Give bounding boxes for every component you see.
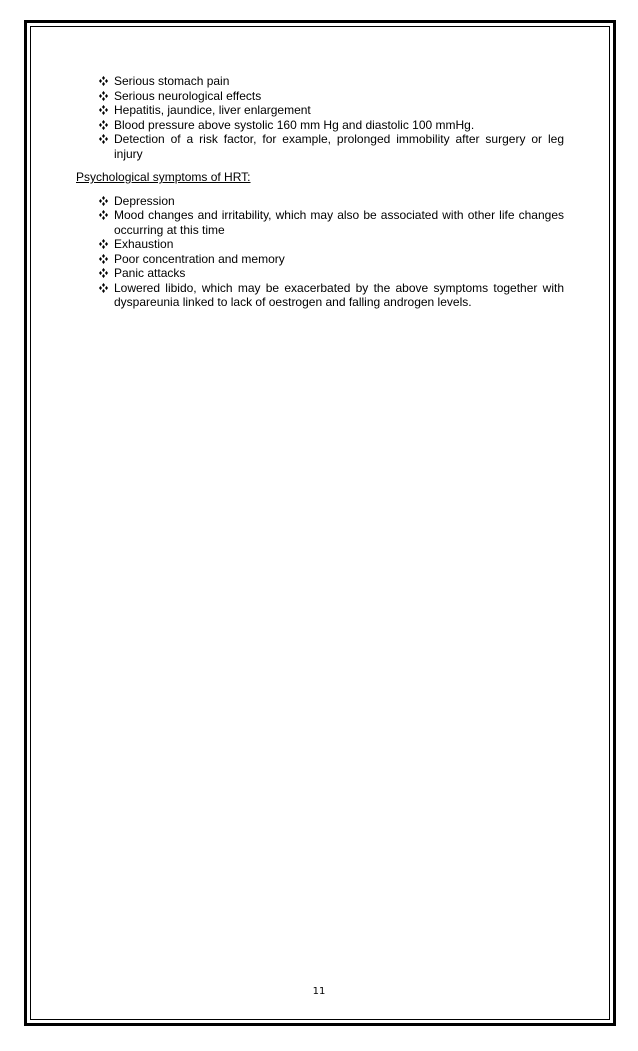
- list-item: [97, 252, 564, 267]
- list-item-text: Panic attacks: [114, 266, 186, 280]
- contraindication-list: [76, 74, 564, 161]
- list-item-text: Hepatitis, jaundice, liver enlargement: [114, 103, 311, 117]
- list-item-text: Blood pressure above systolic 160 mm Hg and diastolic 100 mmHg.: [114, 117, 475, 132]
- list-item: [97, 266, 564, 281]
- diamond-bullet-icon: [97, 74, 110, 89]
- diamond-bullet-icon: [97, 281, 110, 296]
- list-item-text: Serious neurological effects: [114, 88, 262, 103]
- diamond-bullet-icon: [97, 118, 110, 133]
- list-item-text: Lowered libido, which may be exacerbated by the above symptoms together with dyspareunia linked to lack of oestrogen and falling androgen levels.: [114, 280, 564, 309]
- diamond-bullet-icon: [97, 208, 110, 223]
- list-item-text: Detection of a risk factor, for example, prolonged immobility after surgery or leg injury: [114, 132, 564, 161]
- list-item-text: Serious stomach pain: [114, 74, 230, 88]
- diamond-bullet-icon: [97, 194, 110, 209]
- list-item: [97, 237, 564, 252]
- diamond-bullet-icon: [97, 252, 110, 267]
- diamond-bullet-icon: [97, 103, 110, 118]
- list-item-text: Depression: [114, 193, 175, 208]
- list-item: [97, 208, 564, 237]
- list-item-text: Mood changes and irritability, which may also be associated with other life changes occurring at this time: [114, 208, 564, 237]
- list-item-text: Exhaustion: [114, 237, 174, 251]
- list-item: [97, 89, 564, 104]
- list-item: [97, 194, 564, 209]
- list-item-text: Poor concentration and memory: [114, 251, 285, 266]
- page-number: 11: [312, 986, 326, 997]
- list-item: [97, 132, 564, 161]
- diamond-bullet-icon: [97, 266, 110, 281]
- psychological-symptoms-list: [76, 194, 564, 310]
- diamond-bullet-icon: [97, 132, 110, 147]
- diamond-bullet-icon: [97, 237, 110, 252]
- list-item: [97, 103, 564, 118]
- list-item: [97, 118, 564, 133]
- section-heading: Psychological symptoms of HRT:: [76, 170, 251, 184]
- list-item: [97, 281, 564, 310]
- page-content: [76, 74, 564, 310]
- diamond-bullet-icon: [97, 89, 110, 104]
- list-item: [97, 74, 564, 89]
